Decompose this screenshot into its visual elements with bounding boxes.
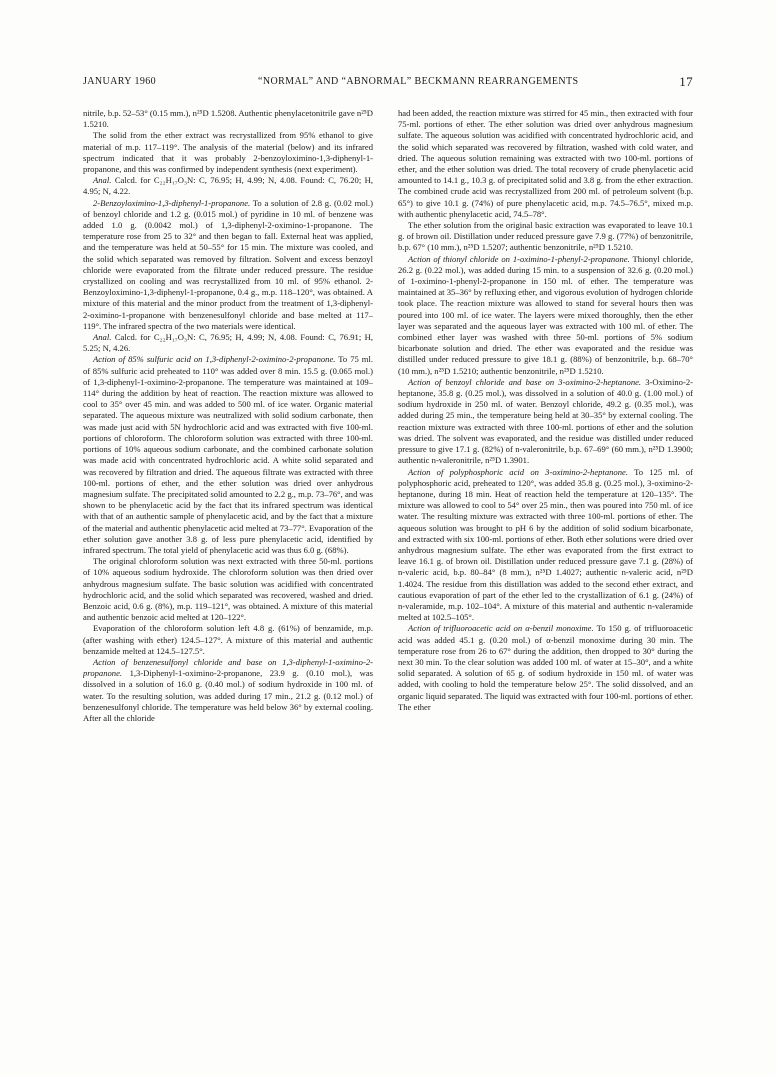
paragraph-text: Calcd. for C₂₂H₁₇O₃N: C, 76.95; H, 4.99; N, 4.08. Found: C, 76.91; H, 5.25; N, 4.26. xyxy=(83,332,373,354)
paragraph-heading: Action of benzoyl chloride and base on 3-oximino-2-heptanone. xyxy=(408,376,642,387)
paragraph-text: The original chloroform solution was next extracted with three 50-ml. portions of 10% aqueous sodium hydroxide. The chloroform solution was then dried over anhydrous magnesium sulfate. The basic solution was acidified with concentrated hydrochloric acid, and the solid which separated was recovered, washed and dried. Benzoic acid, 0.6 g. (8%), m.p. 119–121°, was obtained. A mixture of this material and authentic benzoic acid melted at 120–122°. xyxy=(83,556,373,623)
paragraph-heading: 2-Benzoyloximino-1,3-diphenyl-1-propanone. xyxy=(93,197,251,208)
paragraph xyxy=(83,175,373,197)
paragraph xyxy=(83,556,373,623)
paragraph-text: Evaporation of the chloroform solution left 4.8 g. (61%) of benzamide, m.p. (after washing with ether) 124.5–127°. A mixture of this material and authentic benzamide melted at 124.5–127.5°. xyxy=(83,623,373,656)
paragraph xyxy=(83,354,373,556)
paragraph xyxy=(398,467,693,624)
paragraph xyxy=(398,377,693,467)
paragraph xyxy=(83,108,373,130)
header-date: JANUARY 1960 xyxy=(83,76,157,87)
page-number: 17 xyxy=(679,74,693,89)
paragraph xyxy=(398,623,693,713)
paragraph-heading: Action of trifluoroacetic acid on α-benzil monoxime. xyxy=(408,623,594,634)
paragraph-text: The solid from the ether extract was recrystallized from 95% ethanol to give material of m.p. 117–119°. The analysis of the material (below) and its infrared spectrum indicated that it was probably 2-benzoyloximino-1,3-diphenyl-1-propanone, and this was confirmed by independent synthesis (next experiment). xyxy=(83,130,373,175)
paragraph-text: To 125 ml. of polyphosphoric acid, preheated to 120°, was added 35.8 g. (0.25 mol.), 3-oximino-2-heptanone, during 18 min. Heat of reaction held the temperature at 120–135°. The mixture was allowed to cool to 54° over 25 min., then was poured into 750 ml. of ice water. The resulting mixture was extracted with three 100-ml. portions of ether. The aqueous solution was brought to pH 6 by the addition of solid sodium bicarbonate, and extracted with six 100-ml. portions of ether. Both ether solutions were dried over anhydrous magnesium sulfate. The ether was evaporated from the first extract to leave 16.1 g. of brown oil. Distillation under reduced pressure gave 7.1 g. (28%) of n-valeric acid, b.p. 80–84° (8 mm.), n²⁵D 1.4027; authentic n-valeric acid, n²⁵D 1.4024. The residue from this distillation was added to the second ether extract, and cautious evaporation of part of the ether led to the crystallization of 6.1 g. (24%) of n-valeramide, m.p. 102–104°. A mixture of this material and authentic n-valeramide melted at 102.5–105°. xyxy=(398,466,693,623)
paragraph-heading: Action of thionyl chloride on 1-oximino-1-phenyl-2-propanone. xyxy=(408,253,630,264)
paragraph-heading: Action of polyphosphoric acid on 3-oximino-2-heptanone. xyxy=(408,466,628,477)
paragraph-text: To 150 g. of trifluoroacetic acid was added 45.1 g. (0.20 mol.) of α-benzil monoxime during 30 min. The temperature rose from 26 to 67° during the addition, then dropped to 30° during the next 30 min. To the clear solution was added 100 ml. of water at 15–30°, and a white solid separated. A solution of 65 g. of sodium hydroxide in 150 ml. of water was added, with cooling to hold the temperature below 25°. The solid dissolved, and an organic liquid separated. The liquid was extracted with four 100-ml. portions of ether. The ether xyxy=(398,623,693,712)
left-column xyxy=(83,108,373,1068)
paragraph-text: 3-Oximino-2-heptanone, 35.8 g. (0.25 mol.), was dissolved in a solution of 40.0 g. (1.00 mol.) of sodium hydroxide in 250 ml. of water. Benzoyl chloride, 49.2 g. (0.35 mol.), was added during 25 min., the temperature being held at 30–35° by external cooling. The reaction mixture was extracted with three 100-ml. portions of ether and the solution was dried. The solvent was evaporated, and the residue was distilled under reduced pressure to give 17.1 g. (82%) of n-valeronitrile, b.p. 67–69° (60 mm.), n²⁵D 1.3900; authentic n-valeronitrile, n²⁵D 1.3901. xyxy=(398,376,693,466)
paragraph xyxy=(398,108,693,220)
paragraph xyxy=(83,657,373,724)
paragraph-text: 1,3-Diphenyl-1-oximino-2-propanone, 23.9 g. (0.10 mol.), was dissolved in a solution of 16.0 g. (0.40 mol.) of sodium hydroxide in 100 ml. of water. To the resulting solution, was added during 17 min., 21.2 g. (0.12 mol.) of benzenesulfonyl chloride. The temperature was held below 36° by external cooling. After all the chloride xyxy=(83,668,373,723)
running-header xyxy=(83,76,693,92)
paragraph-text: To a solution of 2.8 g. (0.02 mol.) of benzoyl chloride and 1.2 g. (0.015 mol.) of pyridine in 10 ml. of benzene was added 1.0 g. (0.0042 mol.) of 1,3-diphenyl-2-oximino-1-propanone. The temperature rose from 25 to 32° and then began to fall. External heat was applied, and the temperature was held at 50–55° for 15 min. The mixture was cooled, and the solid which separated was removed by filtration. Solvent and excess benzoyl chloride were evaporated from the filtrate under reduced pressure. The residue crystallized on cooling and was recrystallized from 10 ml. of 95% ethanol. 2-Benzoyloximino-1,3-diphenyl-1-propanone, 0.4 g., m.p. 118–120°, was obtained. A mixture of this material and the minor product from the treatment of 1,3-diphenyl-2-oximino-1-propanone with benzenesulfonyl chloride and base melted at 117–119°. The infrared spectra of the two materials were identical. xyxy=(83,197,373,331)
paragraph-heading: Anal. xyxy=(93,332,112,343)
paragraph-text: Calcd. for C₂₂H₁₇O₃N: C, 76.95; H, 4.99; N, 4.08. Found: C, 76.20; H, 4.95; N, 4.22. xyxy=(83,175,373,197)
paragraph xyxy=(83,130,373,175)
paragraph xyxy=(398,254,693,377)
paragraph xyxy=(83,198,373,332)
paragraph-text: To 75 ml. of 85% sulfuric acid preheated to 110° was added over 8 min. 15.5 g. (0.065 mol.) of 1,3-diphenyl-1-oximino-2-propanone. The temperature was maintained at 109–114° during the addition by heat of reaction. The reaction mixture was allowed to cool to 35° over 45 min. and was added to 500 ml. of ice water. Organic material separated. The aqueous mixture was neutralized with solid sodium carbonate, then was made just acid with 5N hydrochloric acid and was extracted with five 100-ml. portions of chloroform. The chloroform solution was extracted with three 100-ml. portions of 10% aqueous sodium carbonate, and the combined carbonate solution was made acid with concentrated hydrochloric acid. A white solid separated and was recovered by filtration and dried. The aqueous filtrate was extracted with three 100-ml. portions of ether, and the ether solution was dried over anhydrous magnesium sulfate. The precipitated solid amounted to 2.2 g., m.p. 73–76°, and was shown to be phenylacetic acid by the fact that its infrared spectrum was identical with that of an authentic sample of phenylacetic acid, and by the fact that a mixture of the material and authentic phenylacetic acid melted at 73–77°. Evaporation of the ether solution gave another 3.8 g. of less pure phenylacetic acid, identified by infrared spectrum. The total yield of phenylacetic acid was thus 6.0 g. (68%). xyxy=(83,354,373,555)
paragraph-heading: Action of 85% sulfuric acid on 1,3-diphenyl-2-oximino-2-propanone. xyxy=(93,354,336,365)
paragraph-text: nitrile, b.p. 52–53° (0.15 mm.), n²⁵D 1.5208. Authentic phenylacetonitrile gave n²⁵D 1.5210. xyxy=(83,108,373,130)
paragraph-text: Thionyl chloride, 26.2 g. (0.22 mol.), was added during 15 min. to a suspension of 32.6 g. (0.20 mol.) of 1-oximino-1-phenyl-2-propanone in 150 ml. of ether. The temperature was maintained at 35–36° by refluxing ether, and vigorous evolution of hydrogen chloride took place. The reaction mixture was allowed to stand for several hours then was poured into 100 ml. of ice water. The layers were mixed thoroughly, then the ether layer was separated and the aqueous layer was extracted with 100 ml. of ether. The combined ether layer was washed with three 50-ml. portions of 5% sodium bicarbonate solution and dried. The ether was evaporated and the residue was distilled under reduced pressure to give 18.1 g. (88%) of benzonitrile, b.p. 68–70° (10 mm.), n²⁵D 1.5210; authentic benzonitrile, n²⁵D 1.5210. xyxy=(398,253,693,376)
header-title: “NORMAL” AND “ABNORMAL” BECKMANN REARRANGEMENTS xyxy=(258,76,579,87)
right-column xyxy=(398,108,693,1068)
paragraph-text: The ether solution from the original basic extraction was evaporated to leave 10.1 g. of brown oil. Distillation under reduced pressure gave 7.9 g. (77%) of benzonitrile, b.p. 67° (10 mm.), n²⁵D 1.5207; authentic benzonitrile, n²⁵D 1.5210. xyxy=(398,220,693,253)
paragraph-heading: Action of benzenesulfonyl chloride and base on 1,3-diphenyl-1-oximino-2-propanone. xyxy=(83,656,373,679)
paragraph xyxy=(83,332,373,354)
paragraph-heading: Anal. xyxy=(93,175,112,186)
paragraph-text: had been added, the reaction mixture was stirred for 45 min., then extracted with four 75-ml. portions of ether. The ether solution was dried over anhydrous magnesium sulfate. The aqueous solution was acidified with concentrated hydrochloric acid, and the solid which separated was recovered by filtration, washed with cold water, and dried. The aqueous solution remaining was extracted with two 100-ml. portions of ether, and the ether solution was dried. The total recovery of crude phenylacetic acid amounted to 14.1 g., 10.3 g. of precipitated solid and 3.8 g. from the ether extraction. The combined crude acid was recrystallized from 200 ml. of petroleum solvent (b.p. 65°) to give 10.1 g. (74%) of pure phenylacetic acid, m.p. 74.5–76.5°, mixed m.p. with authentic phenylacetic acid, 74.5–78°. xyxy=(398,108,693,219)
paragraph xyxy=(398,220,693,254)
paragraph xyxy=(83,623,373,657)
